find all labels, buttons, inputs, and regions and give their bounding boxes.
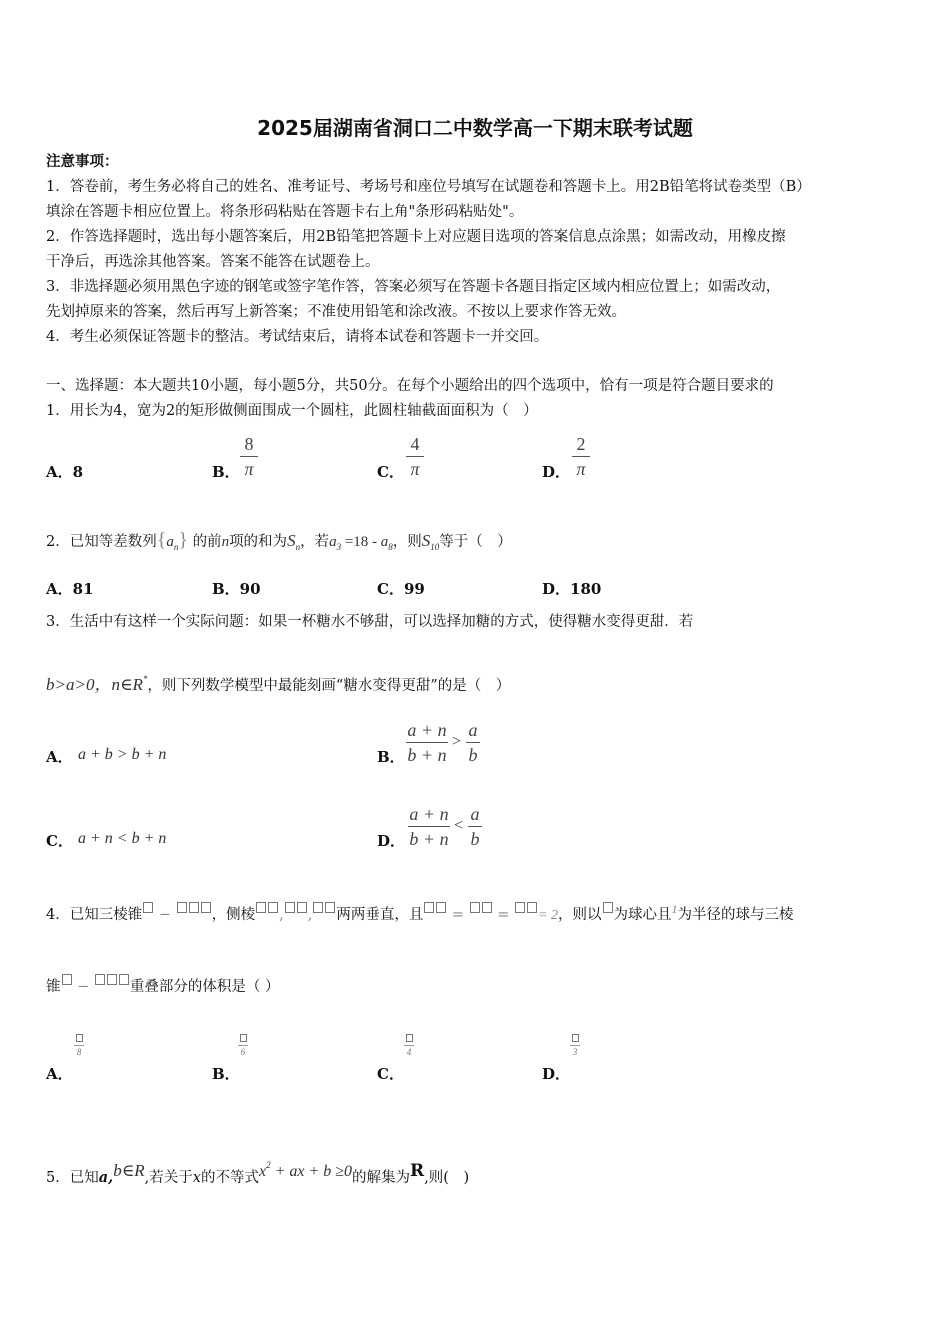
q5-x: x <box>192 1170 201 1186</box>
q4-option-b-label: B． <box>212 1065 240 1083</box>
q5-ineq-sup: 2 <box>266 1160 271 1170</box>
notice-line-1: 1．答卷前，考生务必将自己的姓名、准考证号、考场号和座位号填写在试题卷和答题卡上。用2B铅笔将试卷类型（B） <box>46 179 811 195</box>
q2-seq-sub: n <box>173 542 179 552</box>
q3-b-relation: > <box>452 733 462 750</box>
q5-text-4: 的解集为 <box>352 1170 411 1186</box>
q3-option-b-label: B． <box>377 748 405 766</box>
q2-a8-sub: 8 <box>388 542 393 552</box>
q3-condition-sup: * <box>142 674 148 684</box>
q2-S-sub: n <box>295 542 301 552</box>
q3-option-b-rhs <box>466 720 480 765</box>
q5-text-3: 的不等式 <box>200 1170 259 1186</box>
q1-c-denominator: π <box>410 459 420 479</box>
q2-option-c: C．99 <box>377 580 425 598</box>
q4-option-a-fraction <box>74 1034 84 1057</box>
section-heading: 一、选择题：本大题共10小题，每小题5分，共50分。在每个小题给出的四个选项中，恰有一项是符合题目要求的 <box>46 378 774 394</box>
q2-option-d: D．180 <box>542 580 602 598</box>
q1-option-d-fraction <box>572 434 590 479</box>
q5-R: R <box>410 1161 425 1181</box>
q1-option-c-fraction <box>406 434 424 479</box>
q2-text-2: 的前 <box>192 534 222 550</box>
q1-d-denominator: π <box>576 459 586 479</box>
q2-S10-sub: 10 <box>430 542 440 552</box>
q5-text-2: ,若关于 <box>144 1170 193 1186</box>
q5-condition: b∈R <box>113 1161 145 1180</box>
q4-one: 1 <box>671 902 678 916</box>
q4-text-7: 锥 <box>46 979 61 995</box>
q1-option-c-label: C． <box>377 463 404 481</box>
q5-a: a, <box>98 1169 114 1186</box>
q1-option-a <box>46 461 83 482</box>
q3-d-numerator: a + n <box>409 804 449 824</box>
q2-option-a: A．81 <box>46 580 94 598</box>
q5-text-5: ,则( ) <box>424 1170 470 1186</box>
q3-condition: b>a>0，n∈R <box>46 675 143 694</box>
q3-tail: ，则下列数学模型中最能刻画“糖水变得更甜”的是（ ） <box>147 678 511 694</box>
q3-d-rhs-numerator: a <box>470 804 480 824</box>
notice-line-2: 填涂在答题卡相应位置上。将条形码粘贴在答题卡右上角"条形码粘贴处"。 <box>46 204 524 220</box>
notice-line-4: 干净后，再选涂其他答案。答案不能答在试题卷上。 <box>46 254 380 270</box>
q1-d-numerator: 2 <box>576 434 586 454</box>
notice-line-5: 3．非选择题必须用黑色字迹的钢笔或签字笔作答，答案必须写在答题卡各题目指定区域内相应位置上；如需改动， <box>46 279 781 295</box>
q2-stem: 2．已知等差数列$\{a_n\}$ 的前n项的和为$S_n$，若$a_3 =18 - a_8$，则$S_{10}$等于（ ） <box>46 529 512 552</box>
q4-stem-line-1: 4．已知三棱锥 − ，侧棱 , , 两两垂直，且 = = = 2，则以 为球心且$^1$为半径的球与三棱 <box>46 902 794 923</box>
q4-text-5: 为球心且 <box>613 907 672 923</box>
notice-line-3: 2．作答选择题时，选出每小题答案后，用2B铅笔把答题卡上对应题目选项的答案信息点涂黑；如需改动，用橡皮擦 <box>46 229 786 245</box>
q3-option-a-label: A． <box>46 748 73 766</box>
q4-text-2: ，侧棱 <box>211 907 256 923</box>
q1-option-a-label: A． <box>46 463 73 481</box>
q2-S: S <box>287 531 296 550</box>
q4-option-d-label: D． <box>542 1065 571 1083</box>
q4-option-c-label: C． <box>377 1065 404 1083</box>
q4-a-denominator: 8 <box>76 1047 82 1057</box>
q3-condition-line <box>46 664 510 701</box>
q2-a8: a <box>380 534 389 550</box>
q4-d-denominator: 3 <box>572 1047 578 1057</box>
q3-option-d-label: D． <box>377 832 406 850</box>
q2-text-6: 等于（ ） <box>439 534 512 550</box>
q2-text-1: 2．已知等差数列 <box>46 534 157 550</box>
q1-c-numerator: 4 <box>410 434 420 454</box>
q3-d-rhs-denominator: b <box>470 829 480 849</box>
q4-c-denominator: 4 <box>406 1047 412 1057</box>
q2-option-b: B．90 <box>212 580 261 598</box>
q2-seq: a <box>166 534 174 550</box>
q1-option-b-fraction <box>240 434 258 479</box>
q3-d-denominator: b + n <box>409 829 449 849</box>
page-title: 2025届湖南省洞口二中数学高一下期末联考试题 <box>257 116 693 140</box>
q3-stem: 3．生活中有这样一个实际问题：如果一杯糖水不够甜，可以选择加糖的方式，使得糖水变得更甜．若 <box>46 614 694 630</box>
q4-stem-line-2: 锥 − 重叠部分的体积是（ ） <box>46 974 279 997</box>
q3-option-d-lhs <box>408 804 450 849</box>
q2-n: n <box>221 534 230 550</box>
q4-option-d-fraction <box>570 1034 580 1057</box>
q3-b-rhs-numerator: a <box>468 720 478 740</box>
q3-option-a-expr: a + b > b + n <box>78 746 167 763</box>
q2-text-5: ，则 <box>392 534 422 550</box>
q4-option-c-fraction <box>404 1034 414 1057</box>
q3-d-relation: < <box>454 817 464 834</box>
q4-option-b-fraction <box>238 1034 248 1057</box>
notice-line-6: 先划掉原来的答案，然后再写上新答案；不准使用铅笔和涂改液。不按以上要求作答无效。 <box>46 304 626 320</box>
notice-heading: 注意事项： <box>46 153 119 170</box>
q5-text-1: 5．已知 <box>46 1170 99 1186</box>
q2-S10: S <box>421 531 431 550</box>
q5-ineq-x: x <box>258 1163 267 1180</box>
q1-b-numerator: 8 <box>244 434 254 454</box>
q4-option-a-label: A． <box>46 1065 73 1083</box>
q1-b-denominator: π <box>244 459 254 479</box>
q4-b-denominator: 6 <box>240 1047 246 1057</box>
q5-ineq-rest: + ax + b ≥0 <box>270 1163 353 1180</box>
q4-text-1: 4．已知三棱锥 <box>46 907 143 923</box>
q2-text-3: 项的和为 <box>229 534 288 550</box>
q4-text-4: ，则以 <box>558 907 602 923</box>
q2-a3: a <box>329 534 337 550</box>
q3-option-c-label: C． <box>46 832 73 850</box>
q2-eq: =18 - <box>341 534 381 550</box>
q5-stem <box>46 1150 469 1193</box>
q1-option-d-label: D． <box>542 463 571 481</box>
q4-equals-two: = 2 <box>538 908 559 923</box>
q1-option-b-label: B． <box>212 463 240 481</box>
q3-b-rhs-denominator: b <box>468 745 478 765</box>
q4-text-6: 为半径的球与三棱 <box>677 907 794 923</box>
q3-option-c-expr: a + n < b + n <box>78 830 167 847</box>
q1-option-a-value: 8 <box>72 463 84 481</box>
q3-option-b-lhs <box>406 720 448 765</box>
q4-text-8: 重叠部分的体积是（ ） <box>129 979 280 995</box>
q3-option-d-rhs <box>468 804 482 849</box>
q1-stem: 1．用长为4，宽为2的矩形做侧面围成一个圆柱，此圆柱轴截面面积为（ ） <box>46 403 538 419</box>
q2-text-4: ，若 <box>300 534 330 550</box>
q3-b-denominator: b + n <box>407 745 447 765</box>
q3-b-numerator: a + n <box>407 720 447 740</box>
notice-line-7: 4．考生必须保证答题卡的整洁。考试结束后，请将本试卷和答题卡一并交回。 <box>46 329 549 345</box>
q4-text-3: 两两垂直，且 <box>336 907 424 923</box>
q2-a3-sub: 3 <box>336 542 342 552</box>
